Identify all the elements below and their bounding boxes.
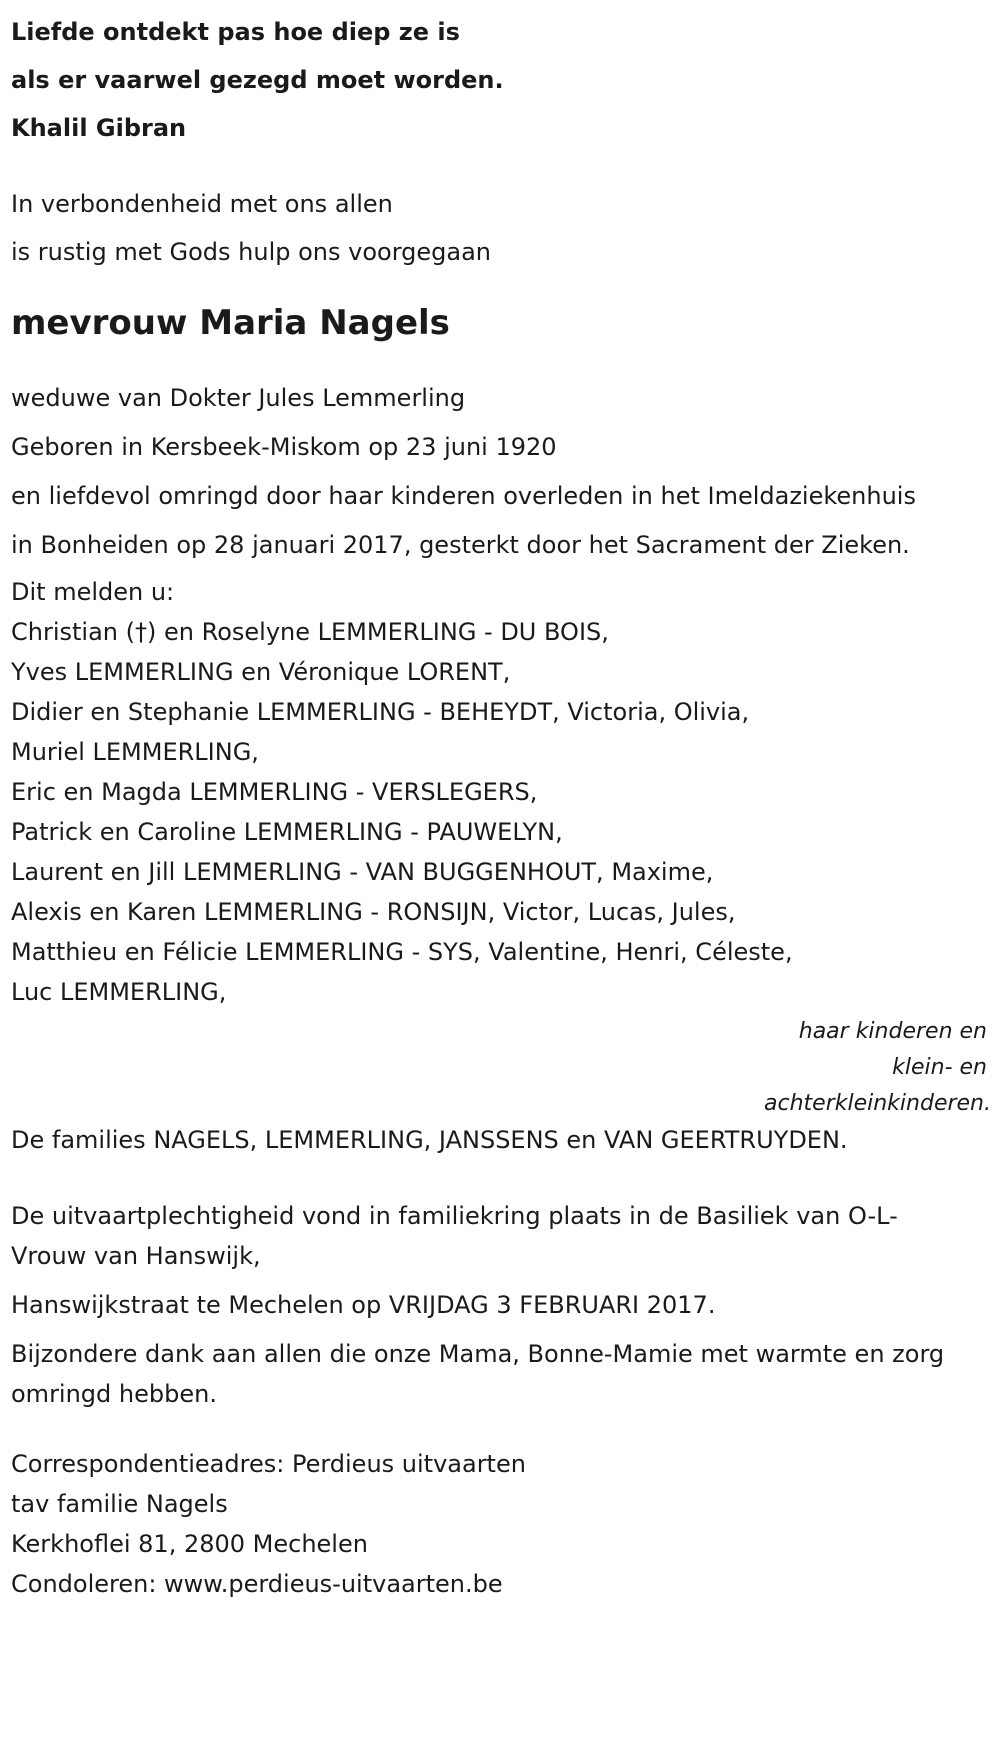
intro-line: is rustig met Gods hulp ons voorgegaan bbox=[11, 238, 492, 266]
birth-text: Geboren in Kersbeek-Miskom op 23 juni 1920 bbox=[11, 433, 557, 461]
announcement-intro: Dit melden u: bbox=[11, 578, 175, 606]
family-member: Patrick en Caroline LEMMERLING - PAUWELYN, bbox=[11, 818, 563, 846]
obituary-notice bbox=[11, 0, 991, 1604]
death-place-text: in Bonheiden op 28 januari 2017, gesterkt door het Sacrament der Zieken. bbox=[11, 531, 910, 559]
details-block bbox=[11, 378, 991, 565]
family-member: Christian (†) en Roselyne LEMMERLING - DU BOIS, bbox=[11, 618, 609, 646]
death-text: en liefdevol omringd door haar kinderen overleden in het Imeldaziekenhuis bbox=[11, 482, 916, 510]
intro-line: In verbondenheid met ons allen bbox=[11, 190, 393, 218]
caption-line: haar kinderen en bbox=[798, 1019, 987, 1044]
quote-line: als er vaarwel gezegd moet worden. bbox=[11, 66, 504, 94]
family-member: Didier en Stephanie LEMMERLING - BEHEYDT, Victoria, Olivia, bbox=[11, 698, 750, 726]
quote-author: Khalil Gibran bbox=[11, 114, 187, 142]
quote-line: Liefde ontdekt pas hoe diep ze is bbox=[11, 18, 460, 46]
caption-line: achterkleinkinderen. bbox=[764, 1091, 991, 1116]
ceremony-text: De uitvaartplechtigheid vond in familiekring plaats in de Basiliek van O-L-Vrouw van Hanswijk, bbox=[11, 1202, 898, 1270]
correspondence-attention: tav familie Nagels bbox=[11, 1490, 228, 1518]
ceremony-block bbox=[11, 1196, 991, 1414]
correspondence-address-title: Correspondentieadres: Perdieus uitvaarten bbox=[11, 1450, 526, 1478]
extended-families: De families NAGELS, LEMMERLING, JANSSENS en VAN GEERTRUYDEN. bbox=[11, 1126, 848, 1154]
widow-of-text: weduwe van Dokter Jules Lemmerling bbox=[11, 384, 466, 412]
relation-caption bbox=[11, 1012, 991, 1124]
family-member: Yves LEMMERLING en Véronique LORENT, bbox=[11, 658, 511, 686]
thanks-text: Bijzondere dank aan allen die onze Mama, Bonne-Mamie met warmte en zorg omringd hebben. bbox=[11, 1340, 945, 1408]
family-member: Eric en Magda LEMMERLING - VERSLEGERS, bbox=[11, 778, 538, 806]
family-member: Laurent en Jill LEMMERLING - VAN BUGGENHOUT, Maxime, bbox=[11, 858, 714, 886]
deceased-name: mevrouw Maria Nagels bbox=[11, 303, 450, 343]
family-list bbox=[11, 612, 991, 1012]
family-member: Luc LEMMERLING, bbox=[11, 978, 227, 1006]
correspondence-street: Kerkhoflei 81, 2800 Mechelen bbox=[11, 1530, 368, 1558]
ceremony-location-text: Hanswijkstraat te Mechelen op VRIJDAG 3 FEBRUARI 2017. bbox=[11, 1291, 716, 1319]
caption-line: klein- en bbox=[892, 1055, 987, 1080]
family-member: Alexis en Karen LEMMERLING - RONSIJN, Victor, Lucas, Jules, bbox=[11, 898, 736, 926]
family-member: Muriel LEMMERLING, bbox=[11, 738, 259, 766]
intro-block bbox=[11, 180, 991, 276]
condolence-link[interactable]: Condoleren: www.perdieus-uitvaarten.be bbox=[11, 1570, 503, 1598]
correspondence-block bbox=[11, 1444, 991, 1604]
family-member: Matthieu en Félicie LEMMERLING - SYS, Valentine, Henri, Céleste, bbox=[11, 938, 793, 966]
quote-block bbox=[11, 8, 991, 152]
